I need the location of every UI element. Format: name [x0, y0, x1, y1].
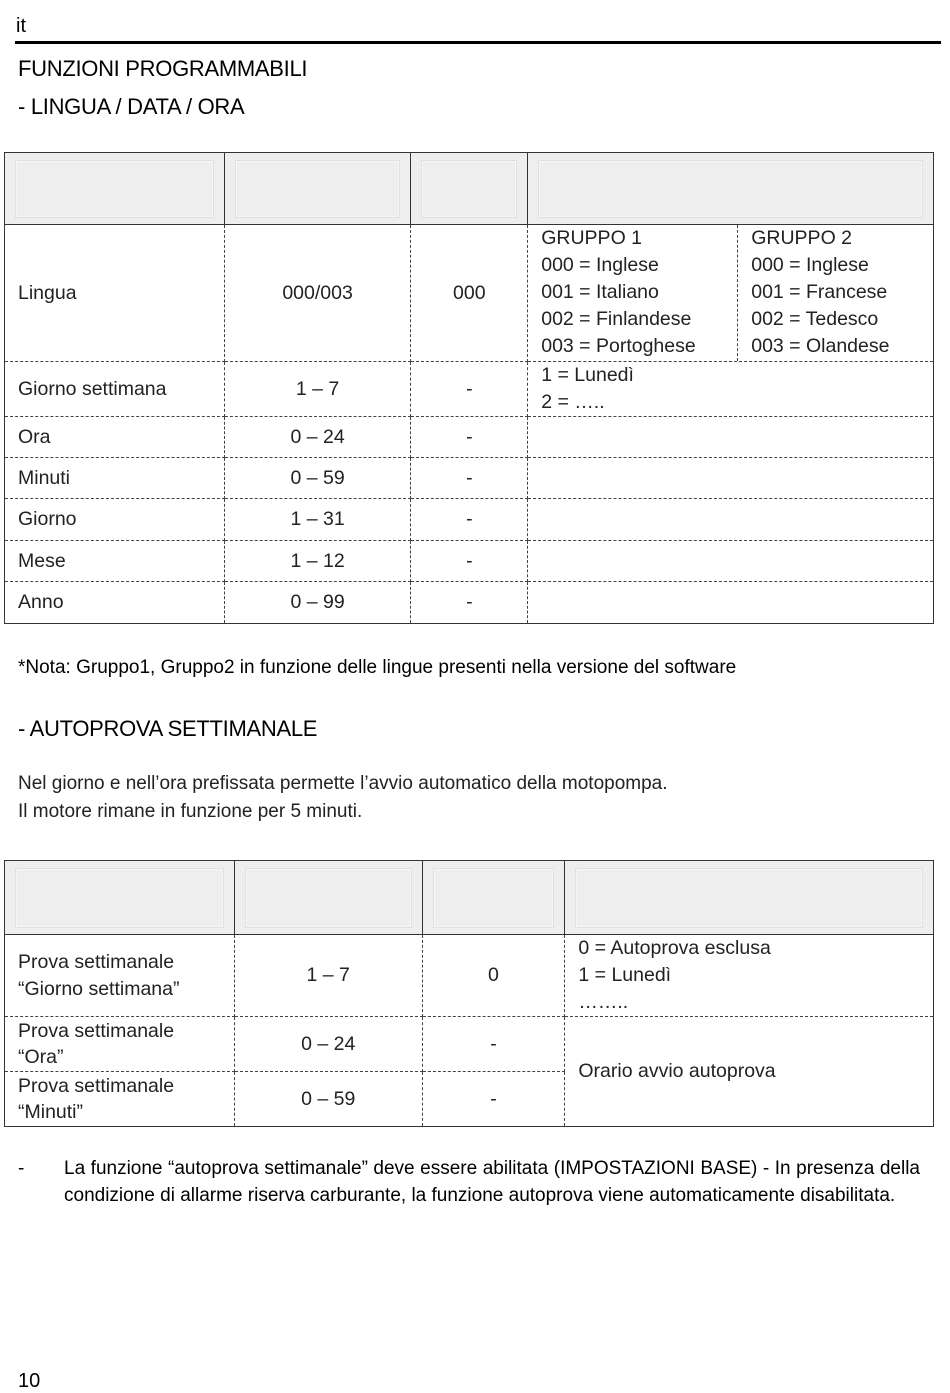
group-2-item: 003 = Olandese [751, 335, 890, 357]
table-row [5, 458, 934, 499]
param-default: - [411, 362, 528, 417]
desc-line: 0 = Autoprova esclusa [578, 937, 771, 959]
param-default: - [411, 458, 528, 499]
table-row [5, 541, 934, 582]
param-description [528, 417, 934, 458]
header-cell [5, 861, 235, 935]
header-cell [224, 153, 411, 225]
table-autoprova [4, 860, 934, 1127]
param-name [5, 1072, 235, 1127]
param-range: 0 – 24 [234, 1017, 422, 1072]
param-range: 1 – 12 [224, 541, 411, 582]
param-description [528, 225, 934, 362]
group-1-item: 000 = Inglese [541, 254, 659, 276]
page-title: FUNZIONI PROGRAMMABILI [18, 56, 308, 81]
param-description: Orario avvio autoprova [565, 1017, 934, 1127]
page-number: 10 [18, 1370, 41, 1392]
param-name-line: “Ora” [18, 1046, 64, 1068]
section-heading-lingua: - LINGUA / DATA / ORA [18, 94, 245, 119]
param-name [5, 935, 235, 1017]
group-2-title: GRUPPO 2 [751, 227, 852, 249]
param-range: 000/003 [224, 225, 411, 362]
header-cell [234, 861, 422, 935]
param-range: 1 – 31 [224, 499, 411, 541]
group-1-item: 003 = Portoghese [541, 335, 696, 357]
param-description [528, 582, 934, 624]
note-text: *Nota: Gruppo1, Gruppo2 in funzione delle lingue presenti nella versione del software [18, 657, 737, 678]
param-name-line: Prova settimanale [18, 1075, 175, 1097]
table-row [5, 499, 934, 541]
table-header-row [5, 153, 934, 225]
group-1-title: GRUPPO 1 [541, 227, 642, 249]
param-range: 0 – 59 [224, 458, 411, 499]
param-default: - [411, 582, 528, 624]
param-description [565, 935, 934, 1017]
param-default: - [411, 499, 528, 541]
param-name: Ora [5, 417, 225, 458]
table-row [5, 417, 934, 458]
group-2-item: 000 = Inglese [751, 254, 869, 276]
param-name-line: “Minuti” [18, 1101, 84, 1123]
param-range: 1 – 7 [224, 362, 411, 417]
table-header-row [5, 861, 934, 935]
param-default: - [422, 1072, 565, 1127]
section-heading-autoprova: - AUTOPROVA SETTIMANALE [18, 716, 318, 741]
param-name: Mese [5, 541, 225, 582]
param-default: 000 [411, 225, 528, 362]
table-lingua-data-ora [4, 152, 934, 624]
bullet-note [18, 1155, 920, 1209]
param-description [528, 458, 934, 499]
param-name [5, 1017, 235, 1072]
header-rule [15, 41, 941, 44]
param-range: 0 – 99 [224, 582, 411, 624]
table-row [5, 225, 934, 362]
param-name-line: Prova settimanale [18, 1020, 175, 1042]
language-groups [528, 225, 933, 361]
param-name: Lingua [5, 225, 225, 362]
table-row [5, 582, 934, 624]
paragraph-line: Il motore rimane in funzione per 5 minuti. [18, 801, 363, 822]
header-cell [5, 153, 225, 225]
param-default: - [422, 1017, 565, 1072]
paragraph-line: Nel giorno e nell’ora prefissata permette l’avvio automatico della motopompa. [18, 773, 668, 794]
group-2-item: 002 = Tedesco [751, 308, 879, 330]
bullet-text: La funzione “autoprova settimanale” deve essere abilitata (IMPOSTAZIONI BASE) - In presenza della condizione di allarme riserva carburante, la funzione autoprova viene automaticamente disabilitata. [64, 1158, 920, 1206]
desc-line: 2 = ….. [541, 391, 605, 413]
param-default: - [411, 417, 528, 458]
param-description [528, 541, 934, 582]
param-range: 1 – 7 [234, 935, 422, 1017]
param-name: Giorno settimana [5, 362, 225, 417]
table-row [5, 1017, 934, 1072]
header-cell [411, 153, 528, 225]
param-description [528, 499, 934, 541]
desc-line: …….. [578, 991, 629, 1013]
group-1-item: 002 = Finlandese [541, 308, 692, 330]
table-row [5, 935, 934, 1017]
language-code: it [16, 15, 26, 37]
bullet-dash: - [18, 1158, 25, 1179]
header-cell [565, 861, 934, 935]
group-2-item: 001 = Francese [751, 281, 888, 303]
group-1 [528, 225, 738, 361]
param-name: Giorno [5, 499, 225, 541]
header-cell [528, 153, 934, 225]
header-cell [422, 861, 565, 935]
param-range: 0 – 24 [224, 417, 411, 458]
param-name: Anno [5, 582, 225, 624]
param-range: 0 – 59 [234, 1072, 422, 1127]
group-2 [738, 225, 889, 361]
param-default: - [411, 541, 528, 582]
desc-line: 1 = Lunedì [541, 364, 634, 386]
group-1-item: 001 = Italiano [541, 281, 659, 303]
param-default: 0 [422, 935, 565, 1017]
param-description [528, 362, 934, 417]
table-row [5, 362, 934, 417]
description-paragraph [18, 770, 668, 826]
param-name-line: “Giorno settimana” [18, 977, 180, 1000]
param-name: Minuti [5, 458, 225, 499]
desc-line: 1 = Lunedì [578, 964, 672, 986]
param-name-line: Prova settimanale [18, 950, 175, 973]
